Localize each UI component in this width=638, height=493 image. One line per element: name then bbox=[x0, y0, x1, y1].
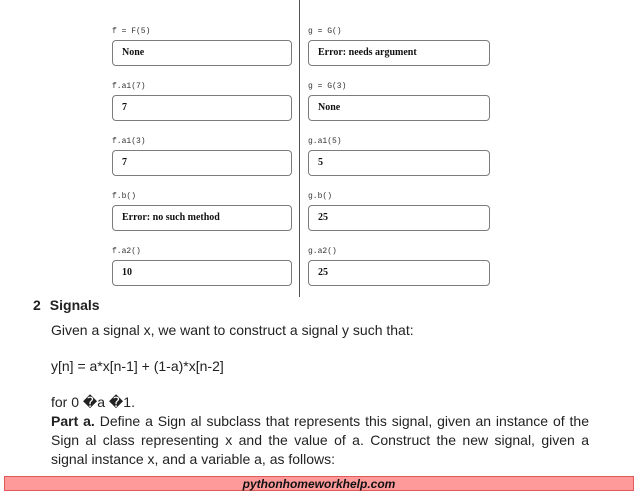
code-cell bbox=[308, 247, 490, 286]
code-cell bbox=[112, 27, 292, 66]
code-cell bbox=[308, 137, 490, 176]
code-expression: g = G() bbox=[308, 27, 342, 36]
code-cell bbox=[112, 247, 292, 286]
code-expression: f.a1(3) bbox=[112, 137, 146, 146]
code-cell bbox=[308, 27, 490, 66]
code-cell bbox=[308, 192, 490, 231]
code-expression: g.a2() bbox=[308, 247, 337, 256]
code-cell bbox=[112, 82, 292, 121]
code-cell bbox=[112, 137, 292, 176]
footer-link[interactable]: pythonhomeworkhelp.com bbox=[242, 477, 396, 491]
code-expression: g.b() bbox=[308, 192, 333, 201]
code-cell bbox=[112, 192, 292, 231]
code-expression: g = G(3) bbox=[308, 82, 347, 91]
part-a-text: Define a Sign al subclass that represents this signal, given an instance of the Sign al class representing x and the value of a. Construct the new signal, given a signal instance x, and a variable a, as follows: bbox=[51, 413, 589, 467]
result-box: 25 bbox=[308, 205, 490, 231]
result-box: None bbox=[308, 95, 490, 121]
code-expression: g.a1(5) bbox=[308, 137, 342, 146]
section-number: 2 bbox=[33, 297, 41, 313]
result-box: Error: no such method bbox=[112, 205, 292, 231]
equation: y[n] = a*x[n-1] + (1-a)*x[n-2] bbox=[51, 358, 224, 374]
code-expression: f.a1(7) bbox=[112, 82, 146, 91]
result-box: 25 bbox=[308, 260, 490, 286]
intro-paragraph: Given a signal x, we want to construct a signal y such that: bbox=[51, 322, 414, 338]
result-box: 10 bbox=[112, 260, 292, 286]
column-divider bbox=[299, 0, 300, 297]
part-a-paragraph bbox=[51, 412, 589, 469]
section-heading bbox=[33, 297, 100, 313]
result-box: None bbox=[112, 40, 292, 66]
part-a-label: Part a. bbox=[51, 413, 95, 429]
code-cell bbox=[308, 82, 490, 121]
condition-text: for 0 �a �1. bbox=[51, 394, 135, 410]
result-box: Error: needs argument bbox=[308, 40, 490, 66]
code-expression: f = F(5) bbox=[112, 27, 151, 36]
code-expression: f.a2() bbox=[112, 247, 141, 256]
result-box: 5 bbox=[308, 150, 490, 176]
code-expression: f.b() bbox=[112, 192, 137, 201]
result-box: 7 bbox=[112, 95, 292, 121]
footer-banner bbox=[4, 476, 634, 491]
result-box: 7 bbox=[112, 150, 292, 176]
section-title: Signals bbox=[49, 297, 100, 313]
